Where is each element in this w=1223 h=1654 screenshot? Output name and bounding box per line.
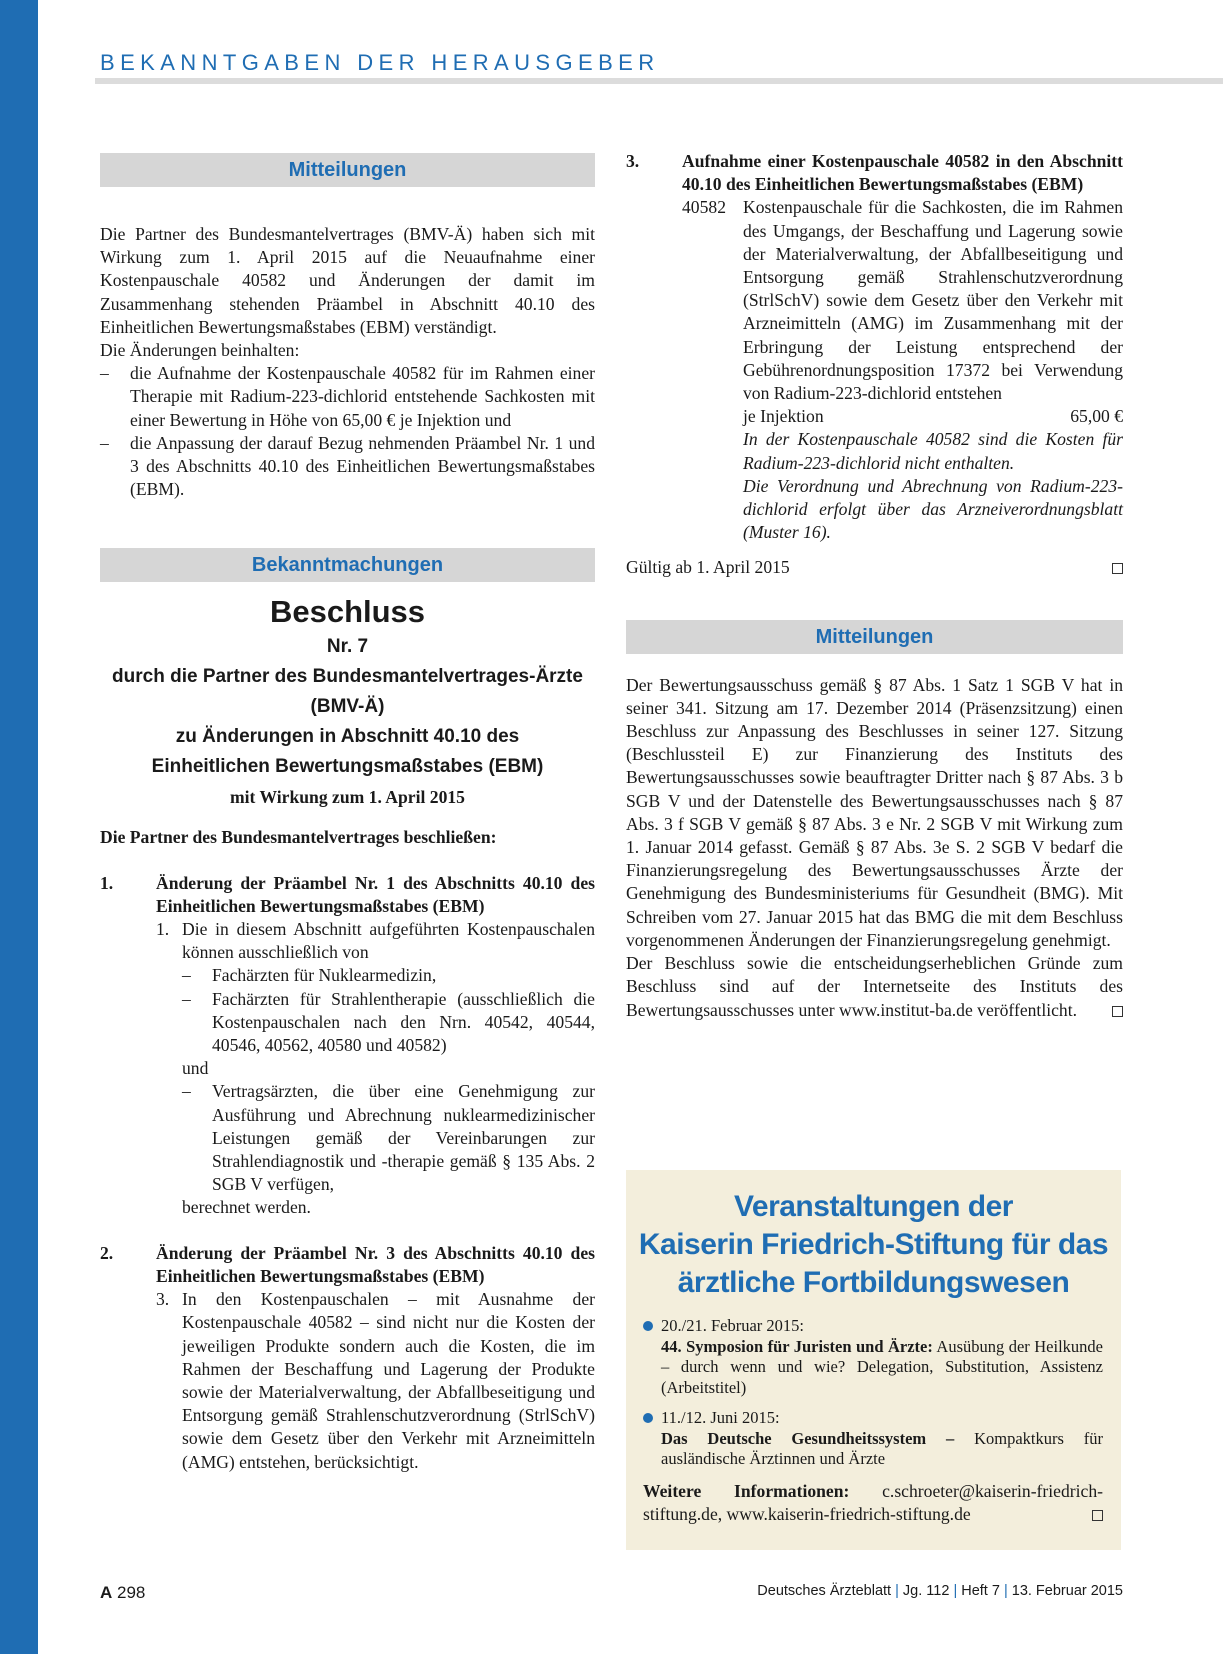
header-rule: [95, 78, 1223, 84]
event-item-2-title: Das Deutsche Gesundheitssystem –: [661, 1428, 955, 1448]
journal-info: Deutsches Ärzteblatt | Jg. 112 | Heft 7 | 13. Februar 2015: [757, 1583, 1123, 1599]
event-info: [643, 1480, 1103, 1526]
preamble-1-dash-2: – Fachärzten für Strahlentherapie (ausschließlich die Kostenpauschalen nach den Nrn. 40542, 40544, 40546, 40562, 40580 und 40582): [182, 988, 595, 1056]
page-number: [100, 1583, 145, 1603]
beschluss-number: Nr. 7: [326, 636, 369, 658]
per-injection-label: je Injektion: [743, 406, 824, 427]
change-item-2: – die Anpassung der darauf Bezug nehmenden Präambel Nr. 1 und 3 des Abschnitts 40.10 des Einheitlichen Bewertungsmaßstabes (EBM).: [100, 432, 595, 500]
page-number-value: 298: [117, 1583, 146, 1602]
fee-code-40582: 40582 Kostenpauschale für die Sachkosten, die im Rahmen des Umgangs, der Beschaffung und Lagerung sowie der Materialverwaltung, der Abfallbeseitigung und Entsorgung gemäß Strahlenschutzverordnung (StrlSchV) sowie dem Gesetz über den Verkehr mit Arzneimitteln (AMG) im Zusammenhang mit der Erbringung der Leistung entsprechend der Gebührenordnungsposition 17372 bei Verwendung von Radium-223-dichlorid entstehen: [682, 197, 1123, 404]
beschluss-line-2: (BMV-Ä): [310, 696, 385, 718]
beschluss-line-4: Einheitlichen Bewertungsmaßstabes (EBM): [151, 756, 544, 778]
section-heading-bekanntmachungen: Bekanntmachungen: [100, 548, 595, 582]
event-item-2-date: 11./12. Juni 2015:: [661, 1408, 780, 1427]
decision-item-1: 1. Änderung der Präambel Nr. 1 des Abschnitts 40.10 des Einheitlichen Bewertungsmaßstabes (EBM): [100, 872, 595, 916]
beschluss-title: Beschluss: [269, 594, 426, 630]
intro-paragraph: Die Partner des Bundesmantelvertrages (BMV-Ä) haben sich mit Wirkung zum 1. April 2015 auf die Neuaufnahme einer Kostenpauschale 40582 und Änderungen der damit im Zusammenhang stehenden Präambel in Abschnitt 40.10 des Einheitlichen Bewertungsmaßstabes (EBM) verständigt.: [100, 224, 595, 337]
preamble-1-text: 1. Die in diesem Abschnitt aufgeführten Kostenpauschalen können ausschließlich von: [156, 919, 595, 963]
journal-volume: Jg. 112: [902, 1583, 950, 1599]
event-title: Veranstaltungen der Kaiserin Friedrich-Stiftung für das ärztliche Fortbildungswesen: [638, 1190, 1109, 1299]
event-item-1-text: Ausübung der Heilkunde – durch wenn und wie? Delegation, Substitution, Assistenz (Arbeitstitel): [661, 1336, 1103, 1397]
event-item-2: [643, 1408, 1103, 1470]
page-prefix: A: [100, 1583, 113, 1602]
note-2: Die Verordnung und Abrechnung von Radium-223-dichlorid erfolgt über das Arzneiverordnungsblatt (Muster 16).: [743, 475, 1123, 543]
journal-name: Deutsches Ärzteblatt: [757, 1583, 892, 1599]
right-column: [626, 150, 1123, 1022]
bullet-dot-icon: [643, 1413, 653, 1423]
change-item-1: – die Aufnahme der Kostenpauschale 40582 für im Rahmen einer Therapie mit Radium-223-dichlorid entstehende Sachkosten mit einer Bewertung in Höhe von 65,00 € je Injektion und: [100, 363, 595, 430]
beschluss-effective-date: mit Wirkung zum 1. April 2015: [230, 787, 465, 808]
bullet-dot-icon: [643, 1321, 653, 1331]
page-header-title: BEKANNTGABEN DER HERAUSGEBER: [100, 50, 660, 75]
section-heading-mitteilungen-2: Mitteilungen: [626, 620, 1123, 654]
event-box: [626, 1170, 1121, 1550]
mitteilung-body-2: Der Beschluss sowie die entscheidungserheblichen Gründe zum Beschluss sind auf der Internetseite des Instituts des Bewertungsausschusses unter www.institut-ba.de veröffentlicht.: [626, 953, 1123, 1020]
event-item-2-text: Kompaktkurs für ausländische Ärztinnen und Ärzte: [661, 1428, 1103, 1468]
valid-from: Gültig ab 1. April 2015: [626, 557, 790, 578]
event-item-1-title: 44. Symposion für Juristen und Ärzte:: [661, 1336, 933, 1356]
decision-item-3: 3. Aufnahme einer Kostenpauschale 40582 in den Abschnitt 40.10 des Einheitlichen Bewertungsmaßstabes (EBM): [626, 151, 1123, 195]
beschluss-line-3: zu Änderungen in Abschnitt 40.10 des: [175, 726, 520, 748]
preamble-1-dash-1: – Fachärzten für Nuklearmedizin,: [182, 965, 437, 986]
event-info-label: Weitere Informationen:: [643, 1480, 850, 1501]
preamble-1-dash-3: – Vertragsärzten, die über eine Genehmigung zur Ausführung und Abrechnung nuklearmedizinischer Leistungen gemäß der Vereinbarungen zur Strahlendiagnostik und -therapie gemäß § 135 Abs. 2 SGB V verfügen,: [182, 1081, 595, 1195]
journal-date: 13. Februar 2015: [1011, 1583, 1123, 1599]
left-column: [100, 153, 595, 1474]
beschluss-line-1: durch die Partner des Bundesmantelvertrages-Ärzte: [112, 666, 583, 688]
section-heading-mitteilungen: Mitteilungen: [100, 153, 595, 187]
mitteilung-body-1: Der Bewertungsausschuss gemäß § 87 Abs. 1 Satz 1 SGB V hat in seiner 341. Sitzung am 17. Dezember 2014 (Präsenzsitzung) einen Beschluss zur Anpassung des Beschlusses in seiner 127. Sitzung (Beschlussteil E) zur Finanzierung des Instituts des Bewertungsausschusses sowie beauftragter Dritter nach § 87 Abs. 3 b SGB V und der Datenstelle des Bewertungsausschusses nach § 87 Abs. 3 f SGB V gemäß § 87 Abs. 3 e Nr. 2 SGB V mit Wirkung zum 1. Januar 2014 gefasst. Gemäß § 87 Abs. 3e S. 2 SGB V bedarf die Finanzierungsregelung des Bewertungsausschusses Ärzte der Genehmigung des Bundesministeriums für Gesundheit (BMG). Mit Schreiben vom 27. Januar 2015 hat das BMG die mit dem Beschluss vorgenommenen Änderungen der Finanzierungsregelung genehmigt.: [626, 674, 1123, 950]
changes-intro: Die Änderungen beinhalten:: [100, 340, 300, 361]
preamble-3-text: 3. In den Kostenpauschalen – mit Ausnahme der Kostenpauschale 40582 – sind nicht nur die Kosten der jeweiligen Produkte sondern auch die Kosten, die im Rahmen der Beschaffung und Lagerung der Produkte sowie der Materialverwaltung, der Abfallbeseitigung und Entsorgung gemäß Strahlenschutzverordnung (StrlSchV) sowie dem Gesetz über den Verkehr mit Arzneimitteln (AMG) entstehen, berücksichtigt.: [156, 1289, 595, 1472]
end-mark-icon: [1092, 1510, 1103, 1521]
valid-from-row: [626, 556, 1123, 579]
decision-item-2: 2. Änderung der Präambel Nr. 3 des Abschnitts 40.10 des Einheitlichen Bewertungsmaßstabes (EBM): [100, 1242, 595, 1286]
price-value: 65,00 €: [1070, 406, 1123, 427]
end-mark-icon: [1112, 1006, 1123, 1017]
note-1: In der Kostenpauschale 40582 sind die Kosten für Radium-223-dichlorid nicht enthalten.: [743, 429, 1123, 473]
end-mark-icon: [1112, 563, 1123, 574]
partners-decide: Die Partner des Bundesmantelvertrages beschließen:: [100, 827, 497, 848]
journal-issue: Heft 7: [961, 1583, 1000, 1599]
price-row: [626, 405, 1123, 428]
preamble-1-und: und: [182, 1058, 209, 1079]
preamble-1-end: berechnet werden.: [182, 1197, 311, 1218]
event-item-1-date: 20./21. Februar 2015:: [661, 1316, 804, 1335]
sidebar-accent-bar: [0, 0, 38, 1654]
event-info-text[interactable]: c.schroeter@kaiserin-friedrich-stiftung.de, www.kaiserin-friedrich-stiftung.de: [643, 1480, 1103, 1524]
event-item-1: [643, 1316, 1103, 1398]
